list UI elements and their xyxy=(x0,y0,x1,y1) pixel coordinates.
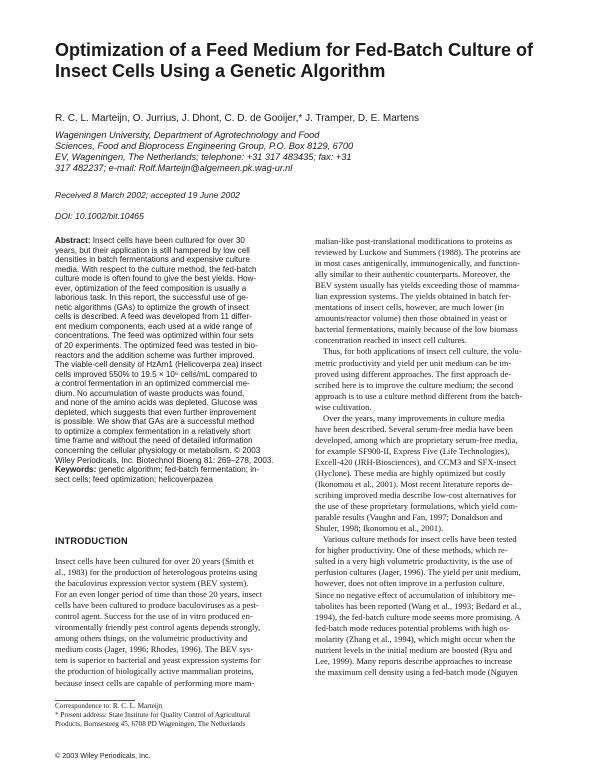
body-line: control agent. Success for the use of in vitro produced en- xyxy=(55,611,253,622)
body-line: medium costs (Jager, 1996; Rhodes, 1996). The BEV sys- xyxy=(55,644,254,655)
doi: DOI: 10.1002/bit.10465 xyxy=(55,211,144,221)
abstract-line: concentrations. The feed was optimized within four sets xyxy=(55,331,254,341)
body-line: fed-batch mode reduces potential problems with high os- xyxy=(315,622,510,633)
abstract-line: and none of the amino acids was depleted. Glucose was xyxy=(55,398,258,408)
abstract-line: netic algorithms (GAs) to optimize the growth of insect xyxy=(55,302,249,312)
body-line: sulted in a very high volumetric productivity, is the use of xyxy=(315,556,513,567)
body-line: among others things, on the volumetric productivity and xyxy=(55,633,248,644)
body-line: developed, among which are proprietary serum-free media, xyxy=(315,434,518,445)
body-line: proved using different approaches. The first approach de- xyxy=(315,368,512,379)
body-line: because insect cells are capable of performing more mam- xyxy=(55,677,255,688)
keywords-line: sect cells; feed optimization; helicoverpazea xyxy=(55,474,213,484)
body-line: the baculovirus expression vector system (BEV system). xyxy=(55,578,249,589)
body-line: have been described. Several serum-free media have been xyxy=(315,423,513,434)
body-line: the maximum cell density using a fed-batch mode (Nguyen xyxy=(315,666,518,677)
body-line: tabolites has been reported (Wang et al., 1993; Bedard et al., xyxy=(315,600,522,611)
abstract-line: dium. No accumulation of waste products was found, xyxy=(55,388,245,398)
received-date: Received 8 March 2002; accepted 19 June 2002 xyxy=(55,190,240,200)
abstract-line: of 20 experiments. The optimized feed was tested in bio- xyxy=(55,341,258,351)
body-line: BEV system usually has yields exceeding those of mamma- xyxy=(315,280,520,291)
body-line: lian expression systems. The yields obtained in batch fer- xyxy=(315,291,511,302)
body-line: amounts/reactor volume) then those obtained in yeast or xyxy=(315,313,508,324)
abstract-label: Abstract: xyxy=(55,236,91,245)
body-line: in most cases antigenically, immunogenically, and function- xyxy=(315,258,520,269)
body-line: Over the years, many improvements in culture media xyxy=(323,412,505,423)
abstract-line: media. With respect to the culture method, the fed-batch xyxy=(55,264,257,274)
body-line: Shuler, 1998; Ikonomou et al., 2001). xyxy=(315,523,444,534)
abstract-line: is possible. We show that GAs are a successful method xyxy=(55,417,255,427)
body-line: the production of biologically active mammalian proteins, xyxy=(55,666,254,677)
copyright-notice: © 2003 Wiley Periodicals, Inc. xyxy=(55,751,151,760)
abstract-line: concerning the cellular physiology or metabolism. © 2003 xyxy=(55,446,261,456)
body-line: perfusion cultures (Jager, 1996). The yield per unit medium, xyxy=(315,567,521,578)
body-line: mentations of insect cells, however, are much lower (in xyxy=(315,302,505,313)
body-line: (Ikonomou et al., 2001). Most recent literature reports de- xyxy=(315,479,513,490)
author-list: R. C. L. Marteijn, O. Jurrius, J. Dhont, C. D. de Gooijer,* J. Tramper, D. E. Martens xyxy=(55,113,420,124)
abstract-line: to optimize a complex fermentation in a relatively short xyxy=(55,426,251,436)
body-line: scribing improved media describe low-cost alternatives for xyxy=(315,490,517,501)
body-line: Lee, 1999). Many reports describe approaches to increase xyxy=(315,655,513,666)
body-line: For an even longer period of time than those 20 years, insect xyxy=(55,589,262,600)
body-line: metric productivity and yield per unit medium can be im- xyxy=(315,357,512,368)
body-line: al., 1983) for the production of heterologous proteins using xyxy=(55,567,258,578)
abstract-line: laborious task. In this report, the successful use of ge- xyxy=(55,293,249,303)
body-line: (Hyclone). These media are highly optimized but costly xyxy=(315,467,506,478)
body-line: vironmentally friendly pest control agents depends strongly, xyxy=(55,622,261,633)
body-line: malian-like post-translational modifications to proteins as xyxy=(315,236,513,246)
section-heading-introduction: INTRODUCTION xyxy=(55,536,128,546)
footnote-present-address: * Present address: State Institute for Quality Control of Agricultural xyxy=(55,711,251,720)
right-column-body xyxy=(315,236,565,678)
body-line: wise cultivation. xyxy=(315,401,372,412)
footnote-divider xyxy=(55,700,135,701)
affiliation-line: 317 482237; e-mail: Rolf.Marteijn@algemeen.pk.wag-ur.nl xyxy=(55,163,293,173)
abstract-line: Wiley Periodicals, Inc. Biotechnol Bioeng 81: 269–278, 2003. xyxy=(55,455,274,465)
body-line: ally similar to their authentic counterparts. Moreover, the xyxy=(315,269,511,280)
body-line: Thus, for both applications of insect cell culture, the volu- xyxy=(323,346,522,357)
body-line: for example SF900-II, Express Five (Life Technologies), xyxy=(315,445,510,456)
body-line: reviewed by Luckow and Summers (1988). The proteins are xyxy=(315,247,521,258)
abstract-line: ever, optimization of the feed composition is usually a xyxy=(55,283,247,293)
footnote-present-address-cont: Products, Bornsesteeg 45, 6708 PD Wageningen, The Netherlands xyxy=(55,720,246,729)
keywords-line: Keywords: genetic algorithm; fed-batch fermentation; in- xyxy=(55,465,260,475)
body-line: the use of these proprietary formulations, which yield com- xyxy=(315,501,518,512)
body-line: Insect cells have been cultured for over 20 years (Smith et xyxy=(55,556,254,566)
body-line: scribed here is to improve the culture medium; the second xyxy=(315,379,514,390)
abstract-line: densities in batch fermentations and expensive culture xyxy=(55,255,250,265)
body-line: molarity (Zhang et al., 1994), which might occur when the xyxy=(315,633,516,644)
affiliation-line: Sciences, Food and Bioprocess Engineering Group, P.O. Box 8129, 6700 xyxy=(55,141,354,151)
body-line: tem is superior to bacterial and yeast expression systems for xyxy=(55,655,261,666)
body-line: however, does not often improve in a perfusion culture. xyxy=(315,578,505,589)
abstract-line: cells is described. A feed was developed from 11 differ- xyxy=(55,312,252,322)
abstract-line: years, but their application is still hampered by low cell xyxy=(55,245,250,255)
abstract-line: cells improved 550% to 19.5 × 10⁶ cells/mL compared to xyxy=(55,369,258,379)
abstract-line: The viable-cell density of HzAm1 (Helicoverpa zea) insect xyxy=(55,360,262,370)
article-title: Optimization of a Feed Medium for Fed-Batch Culture of Insect Cells Using a Genetic Algorithm xyxy=(55,40,534,81)
body-line: Various culture methods for insect cells have been tested xyxy=(323,534,517,545)
footnotes xyxy=(55,702,305,730)
abstract-line: reactors and the addition scheme was further improved. xyxy=(55,350,255,360)
affiliation-line: Wageningen University, Department of Agrotechnology and Food xyxy=(55,130,320,140)
body-line: bacterial fermentations, mainly because of the low biomass xyxy=(315,324,518,335)
affiliation xyxy=(55,130,555,174)
body-line: Excell-420 (JRH-Biosciences), and CCM3 and SFX-insect xyxy=(315,456,517,467)
body-line: approach is to use a culture method different from the batch- xyxy=(315,390,523,401)
body-line: nutrient levels in the initial medium are boosted (Ryu and xyxy=(315,644,512,655)
body-line: for higher productivity. One of these methods, which re- xyxy=(315,545,508,556)
abstract-line: Abstract: Insect cells have been cultured for over 30 xyxy=(55,236,245,245)
left-column-body xyxy=(55,556,305,689)
keywords-label: Keywords: xyxy=(55,465,97,475)
body-line: parable results (Vaughn and Fan, 1997; Donaldson and xyxy=(315,512,503,523)
abstract-line: time frame and without the need of detailed information xyxy=(55,436,253,446)
body-line: Since no negative effect of accumulation of inhibitory me- xyxy=(315,589,516,600)
footnote-correspondence: Correspondence to: R. C. L. Marteijn xyxy=(55,702,163,710)
body-line: concentration reached in insect cell cultures. xyxy=(315,335,467,346)
abstract xyxy=(55,236,303,484)
body-line: cells have been cultured to produce baculoviruses as a pest- xyxy=(55,600,259,611)
abstract-line: depleted, which suggests that even further improvement xyxy=(55,407,257,417)
abstract-line: culture mode is often found to give the best yields. How- xyxy=(55,274,257,284)
body-line: 1994), the fed-batch culture mode seems more promising. A xyxy=(315,611,521,622)
abstract-line: a control fermentation in an optimized commercial me- xyxy=(55,379,250,389)
abstract-line: ent medium components, each used at a wide range of xyxy=(55,321,253,331)
affiliation-line: EV, Wageningen, The Netherlands; telephone: +31 317 483435; fax: +31 xyxy=(55,152,352,162)
